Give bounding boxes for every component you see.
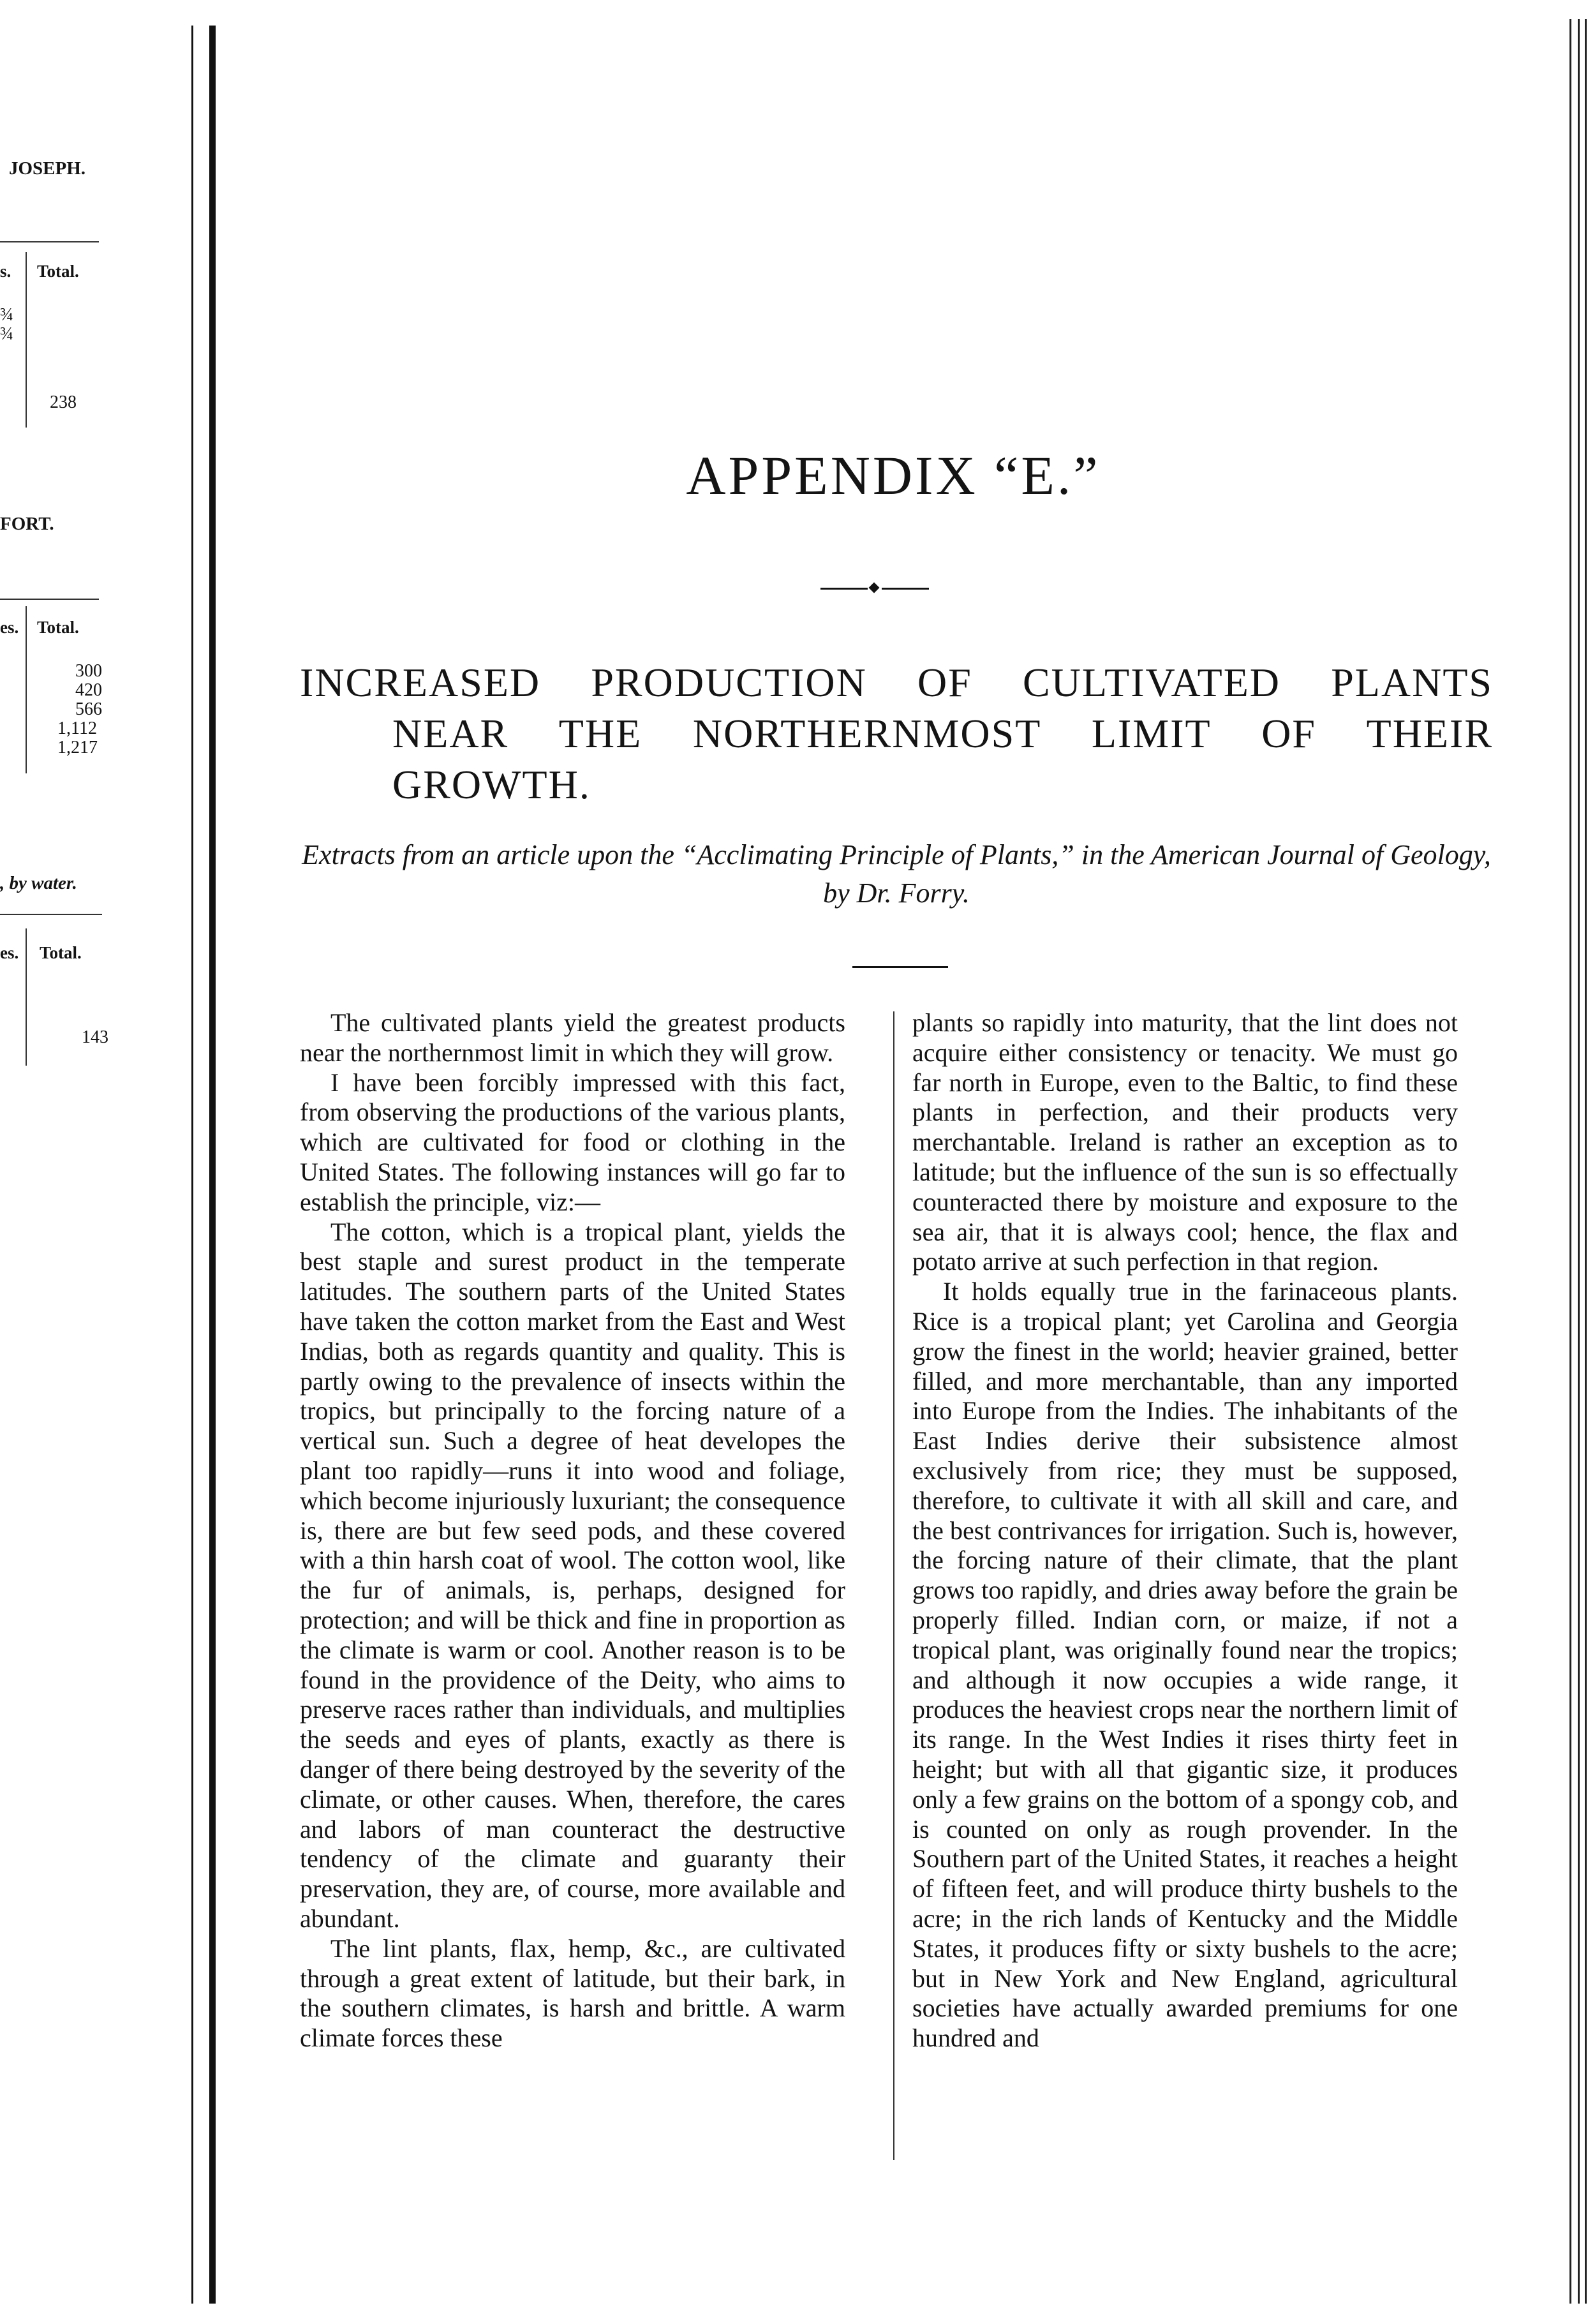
left-table-total: 566 <box>75 699 102 719</box>
left-table-head-frag: es. <box>0 618 19 637</box>
page-edge-line <box>1585 19 1587 2304</box>
left-table-fraction: ¾ <box>0 305 13 325</box>
left-section-head: , by water. <box>0 873 77 893</box>
paragraph: plants so rapidly into maturity, that the lint does not acquire either consistency or tenacity. We must go far north in Europe, even to the Baltic, to find these plants in perfection, and their products very merchantable. Ireland is rather an exception as to latitude; but the influence of the sun is so effectually counteracted there by moisture and exposure to the sea air, that it is always cool; hence, the flax and potato arrive at such perfection in that region. <box>912 1008 1458 1276</box>
left-table-total: 143 <box>82 1027 108 1047</box>
paragraph: I have been forcibly impressed with this fact, from observing the productions of the various plants, which are cultivated for food or clothing in the United States. The following instances will go far to establish the principle, viz:— <box>300 1068 845 1216</box>
left-table-total-label: Total. <box>37 618 79 637</box>
text-column-right <box>912 1008 1458 2053</box>
heading-line: INCREASED PRODUCTION OF CULTIVATED PLANTS <box>300 660 1493 705</box>
left-table-divider <box>26 928 27 1066</box>
left-table-rule <box>0 599 99 600</box>
left-table-divider <box>26 606 27 773</box>
left-table-total-label: Total. <box>40 943 82 962</box>
left-running-head: JOSEPH. <box>9 158 86 179</box>
page-edge-line <box>1569 19 1571 2304</box>
left-section-head: FORT. <box>0 514 54 534</box>
paragraph: The lint plants, flax, hemp, &c., are cultivated through a great extent of latitude, but their bark, in the southern climates, is harsh and brittle. A warm climate forces these <box>300 1933 845 2053</box>
left-table-total-label: Total. <box>37 262 79 281</box>
heading-line: GROWTH. <box>392 762 591 807</box>
paragraph: The cultivated plants yield the greatest products near the northernmost limit in which they will grow. <box>300 1008 845 1067</box>
left-table-total: 300 <box>75 661 102 681</box>
page-edge-line <box>1578 19 1580 2304</box>
left-table-total: 1,217 <box>57 738 98 757</box>
left-table-head-frag: s. <box>0 262 11 281</box>
binding-gutter-line <box>191 26 193 2304</box>
left-table-total: 420 <box>75 680 102 700</box>
left-table-rule <box>0 914 102 915</box>
left-table-total: 1,112 <box>57 719 97 738</box>
left-table-head-frag: es. <box>0 943 19 962</box>
article-heading <box>300 657 1493 810</box>
heading-line: NEAR THE NORTHERNMOST LIMIT OF THEIR <box>392 711 1493 756</box>
left-facing-page <box>0 0 198 2324</box>
ornament-divider <box>820 582 929 595</box>
section-rule <box>852 966 948 968</box>
left-table-divider <box>26 252 27 428</box>
appendix-title: APPENDIX “E.” <box>686 445 1101 506</box>
left-table-rule <box>0 241 99 242</box>
text-column-left <box>300 1008 845 2053</box>
column-divider <box>893 1011 894 2160</box>
article-subtitle: Extracts from an article upon the “Acclimating Principle of Plants,” in the American Journal of Geology, by Dr. Forry. <box>302 839 1491 909</box>
binding-gutter-line <box>209 26 216 2304</box>
left-table-total: 238 <box>50 392 77 412</box>
left-table-fraction: ¾ <box>0 324 13 344</box>
paragraph: The cotton, which is a tropical plant, yields the best staple and surest product in the temperate latitudes. The southern parts of the United States have taken the cotton market from the East and West Indias, both as regards quantity and quality. This is partly owing to the prevalence of insects within the tropics, but principally to the forcing nature of a vertical sun. Such a degree of heat developes the plant too rapidly—runs it into wood and foliage, which become injuriously luxuriant; the consequence is, there are but few seed pods, and these covered with a thin harsh coat of wool. The cotton wool, like the fur of animals, is, perhaps, designed for protection; and will be thick and fine in proportion as the climate is warm or cool. Another reason is to be found in the providence of the Deity, who aims to preserve races rather than individuals, and multiplies the seeds and eyes of plants, exactly as there is danger of there being destroyed by the severity of the climate, or other causes. When, therefore, the cares and labors of man counteract the destructive tendency of the climate and guaranty their preservation, they are, of course, more available and abundant. <box>300 1217 845 1933</box>
paragraph: It holds equally true in the farinaceous plants. Rice is a tropical plant; yet Carolina and Georgia grow the finest in the world; heavier grained, better filled, and more merchantable, than any imported into Europe from the Indies. The inhabitants of the East Indies derive their subsistence almost exclusively from rice; they must be supposed, therefore, to cultivate it with all skill and care, and the best contrivances for irrigation. Such is, however, the forcing nature of their climate, that the plant grows too rapidly, and dries away before the grain be properly filled. Indian corn, or maize, if not a tropical plant, was originally found near the tropics; and although it now occupies a wide range, it produces the heaviest crops near the northern limit of its range. In the West Indies it rises thirty feet in height; but with all that gigantic size, it produces only a few grains on the bottom of a spongy cob, and is counted on only as rough provender. In the Southern part of the United States, it reaches a height of fifteen feet, and will produce thirty bushels to the acre; in the rich lands of Kentucky and the Middle States, it produces fifty or sixty bushels to the acre; but in New York and New England, agricultural societies have actually awarded premiums for one hundred and <box>912 1277 1458 2053</box>
